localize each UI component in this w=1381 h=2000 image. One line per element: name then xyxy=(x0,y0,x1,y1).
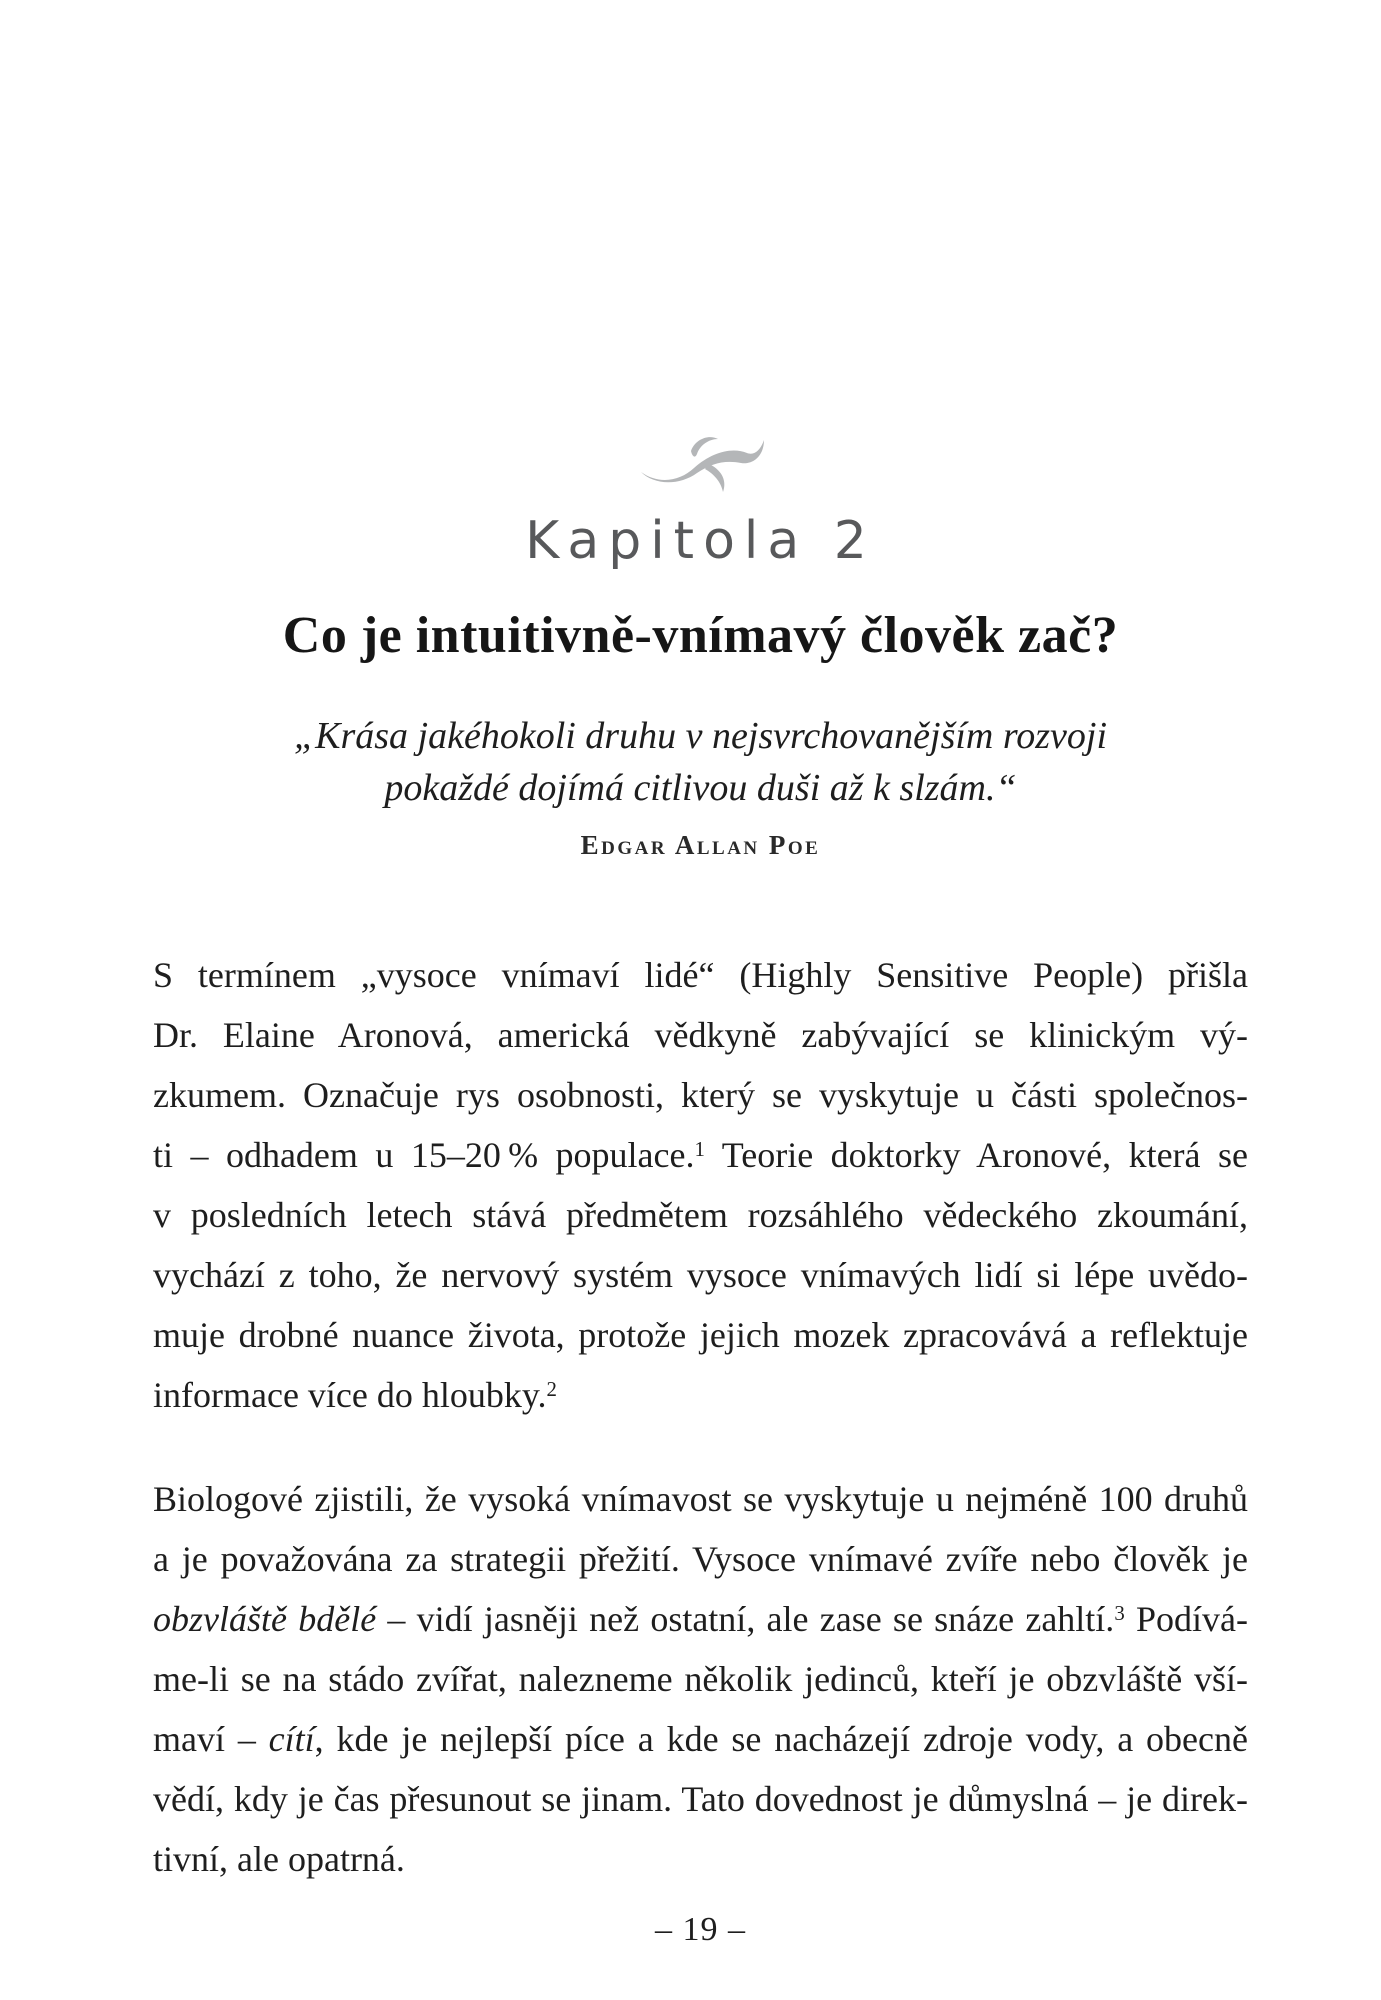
text-line xyxy=(153,1469,1248,1529)
chapter-heading: Kapitola 2 xyxy=(525,511,876,571)
body-text xyxy=(153,945,1248,1889)
text-column xyxy=(153,0,1248,1949)
text-segment: obzvláště bdělé xyxy=(153,1599,377,1639)
text-segment: Podívá- xyxy=(1124,1599,1248,1639)
text-line xyxy=(153,1005,1248,1065)
flourish-ornament-icon xyxy=(153,430,1248,492)
text-segment: Teorie doktorky Aronové, která se xyxy=(704,1135,1248,1175)
text-segment: v posledních letech stává předmětem rozsáhlého vědeckého zkoumání, xyxy=(153,1195,1248,1235)
epigraph xyxy=(153,710,1248,814)
text-line xyxy=(153,945,1248,1005)
epigraph-line: „Krása jakéhokoli druhu v nejsvrchovanějším rozvoji xyxy=(293,715,1108,757)
page-number: – 19 – xyxy=(655,1911,746,1948)
text-segment: ti – odhadem u 15–20 % populace. xyxy=(153,1135,695,1175)
text-segment: zkumem. Označuje rys osobnosti, který se vyskytuje u části společnos- xyxy=(153,1075,1248,1115)
text-line xyxy=(153,1529,1248,1589)
paragraph xyxy=(153,1469,1248,1889)
text-line xyxy=(153,1305,1248,1365)
text-line xyxy=(153,1245,1248,1305)
footnote-ref: 2 xyxy=(546,1376,557,1401)
text-segment: cítí xyxy=(268,1719,315,1759)
text-line xyxy=(153,1649,1248,1709)
text-segment: informace více do hloubky. xyxy=(153,1375,547,1415)
page-title: Co je intuitivně-vnímavý člověk zač? xyxy=(282,607,1119,664)
text-line xyxy=(153,1769,1248,1829)
footnote-ref: 1 xyxy=(694,1136,705,1161)
text-segment: maví – xyxy=(153,1719,269,1759)
footnote-ref: 3 xyxy=(1114,1600,1125,1625)
text-line xyxy=(153,1709,1248,1769)
epigraph-line: pokaždé dojímá citlivou duši až k slzám.“ xyxy=(384,767,1017,809)
text-segment: Dr. Elaine Aronová, americká vědkyně zabývající se klinickým vý- xyxy=(153,1015,1248,1055)
text-line xyxy=(153,1185,1248,1245)
text-segment: Biologové zjistili, že vysoká vnímavost se vyskytuje u nejméně 100 druhů xyxy=(153,1479,1248,1519)
paragraph xyxy=(153,945,1248,1425)
text-segment: , kde je nejlepší píce a kde se nacházejí zdroje vody, a obecně xyxy=(314,1719,1248,1759)
text-segment: muje drobné nuance života, protože jejich mozek zpracovává a reflektuje xyxy=(153,1315,1248,1355)
text-line xyxy=(153,1829,1248,1889)
text-segment: – vidí jasněji než ostatní, ale zase se snáze zahltí. xyxy=(376,1599,1115,1639)
text-segment: S termínem „vysoce vnímaví lidé“ (Highly Sensitive People) přišla xyxy=(153,955,1248,995)
text-line xyxy=(153,1365,1248,1425)
text-segment: me-li se na stádo zvířat, nalezneme několik jedinců, kteří je obzvláště vší- xyxy=(153,1659,1248,1699)
text-segment: tivní, ale opatrná. xyxy=(153,1839,405,1879)
text-line xyxy=(153,1125,1248,1185)
text-segment: a je považována za strategii přežití. Vysoce vnímavé zvíře nebo člověk je xyxy=(153,1539,1248,1579)
text-line xyxy=(153,1065,1248,1125)
text-segment: vychází z toho, že nervový systém vysoce vnímavých lidí si lépe uvědo- xyxy=(153,1255,1248,1295)
text-line xyxy=(153,1589,1248,1649)
epigraph-attribution: Edgar Allan Poe xyxy=(580,830,821,860)
text-segment: vědí, kdy je čas přesunout se jinam. Tato dovednost je důmyslná – je direk- xyxy=(153,1779,1248,1819)
